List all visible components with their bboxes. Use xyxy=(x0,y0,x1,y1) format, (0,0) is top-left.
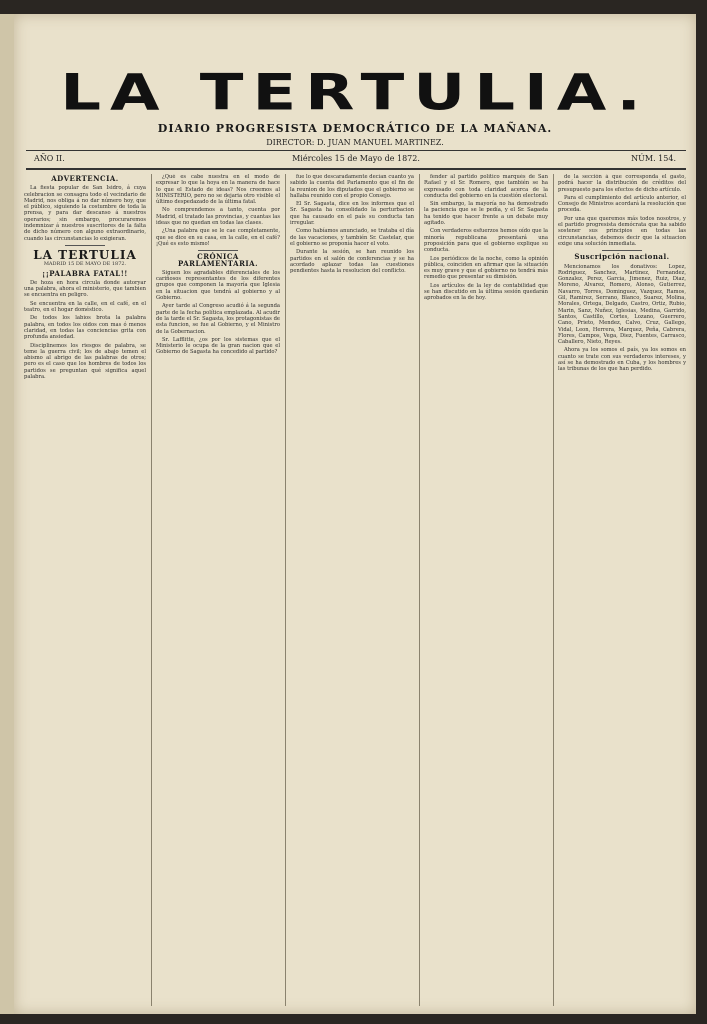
paper-name-heading: LA TERTULIA xyxy=(33,247,137,262)
column-1 xyxy=(24,174,146,1006)
column-separator xyxy=(285,174,286,1006)
article-paragraph: Se encuentra en la calle, en el café, en el teatro, en el hogar doméstico. xyxy=(24,300,146,314)
article-paragraph: Los artículos de la ley de contabilidad que se han discutido en la última sesión quedarán aprobados en la de hoy. xyxy=(424,282,548,302)
advertencia-text: La fiesta popular de San Isidro, á cuya celebracion se consagra todo el vecindario de Madrid, nos obliga á no dar número hoy, que el público, siguiendo la costumbre de toda la prensa, y para dar descanso á nuestros operarios; sin embargo, procuraremos indemnizar á nuestros suscritores de la falta de dicho número con alguno extraordinario, cuando las circunstancias lo exigieran. xyxy=(24,185,146,242)
column-separator xyxy=(419,174,420,1006)
newspaper-subtitle: DIARIO PROGRESISTA DEMOCRÁTICO DE LA MAÑANA. xyxy=(157,122,553,135)
issue-date: Miércoles 15 de Mayo de 1872. xyxy=(292,154,420,163)
adjacent-page-edge xyxy=(0,14,14,1014)
article-paragraph: De hoza en hora circula donde autoryar una palabra, ahora el ministerio, que tambien se encuentra en peligro. xyxy=(24,279,146,299)
column-2 xyxy=(156,174,280,1006)
article-paragraph: ¿Qué es cabe nuestra en el modo de expresar lo que la hoya en la manera de hace lo que el Estado de ideas? Nos creemos al MINISTERIO, pero no se dejaria otro visible el último despedazado de la última fatal. xyxy=(156,174,280,206)
issue-number: NÚM. 154. xyxy=(631,154,676,163)
article-paragraph: Ahora ya los somos el país, ya los somos en cuanto se trate con sus verdaderos intereses, y así se ha demostrado en Cuba, y los hombres y las tribunas de los que han perdido. xyxy=(558,347,686,373)
section-divider xyxy=(198,250,238,251)
column-separator xyxy=(553,174,554,1006)
article-paragraph: fue lo que descaradamente decían cuanto ya sabido la cuenta del Parlamento que el fin de la reunion de los diputados que el gobierno se hallaba reunido con el propio Consejo. xyxy=(290,174,414,199)
article-paragraph: ¿Una palabra que se le cae completamente, que se dice en su casa, en la calle, en el café? ¡Qué es esto mismo! xyxy=(156,228,280,247)
director-line: DIRECTOR: D. JUAN MANUEL MARTINEZ. xyxy=(266,138,444,147)
article-paragraph: Sr. Lafflitte, ¿os por los sistemas que el Ministerio le ocupa de la gran nacion que el Gobierno de Sagasta ha concedido al partido? xyxy=(156,336,280,356)
dateline: MADRID 15 DE MAYO DE 1872. xyxy=(43,261,127,268)
suscripcion-heading: Suscripción nacional. xyxy=(574,252,670,262)
article-paragraph: de la sección á que corresponda el gasto, podrá hacer la distribución de créditos del presupuesto para los efectos de dicho artículo. xyxy=(558,174,686,193)
article-paragraph: Con verdaderos esfuerzos hemos oído que la minoría republicana presentará una proposición para que el gobierno explique su conducta. xyxy=(424,228,548,254)
article-paragraph: Como habíamos anunciado, se trataba el día de las vacaciones, y también Sr. Castelar, que el gobierno se proponía hacer el voto. xyxy=(290,228,414,247)
article-paragraph: No comprendemos a tanto, cuenta por Madrid, el tratado las provincias, y cuantas las ideas que no quedan en todas las clases. xyxy=(156,207,280,227)
article-paragraph: Sin embargo, la mayoría no ha demostrado la paciencia que se le pedía, y el Sr. Sagasta ha tenido que hacer frente a un debate muy agitado. xyxy=(424,201,548,227)
article-heading: ¡¡PALABRA FATAL!! xyxy=(42,268,128,278)
newspaper-page xyxy=(14,14,696,1014)
article-paragraph: Los periódicos de la noche, como la opinión pública, coinciden en afirmar que la situación es muy grave y que el gobierno no tendrá más remedio que presentar su dimisión. xyxy=(424,255,548,281)
article-paragraph: Mencionamos los donativos: Lopez, Rodriguez, Sanchez, Martinez, Fernandez, Gonzalez, Perez, Garcia, Jimenez, Ruiz, Diaz, Moreno, Alvarez, Romero, Alonso, Gutierrez, Navarro, Torres, Dominguez, Vazquez, Ramos, Gil, Ramirez, Serrano, Blanco, Suarez, Molina, Morales, Ortega, Delgado, Castro, Ortiz, Rubio, Marin, Sanz, Nuñez, Iglesias, Medina, Garrido, Santos, Castillo, Cortes, Lozano, Guerrero, Cano, Prieto, Mendez, Calvo, Cruz, Gallego, Vidal, Leon, Herrera, Marquez, Peña, Cabrera, Flores, Campos, Vega, Diez, Fuentes, Carrasco, Caballero, Nieto, Reyes. xyxy=(558,263,686,346)
issue-info-bar xyxy=(26,153,686,167)
article-paragraph: fender al partido político marqués de San Rafael y el Sr. Romero, que también se ha expresado con toda claridad acerca de la conducta del gobierno en la cuestión electoral. xyxy=(424,174,548,199)
issue-year: AÑO II. xyxy=(34,154,65,163)
article-paragraph: Ayer tarde al Congreso acudió á la segunda parte de la fecha política emplazada. Al acudir de la tarde el Sr. Sagasta, los protagonistas de esta funcion, se fue al Gobierno, y el Ministro de la Gobernacion. xyxy=(156,303,280,335)
column-4 xyxy=(424,174,548,1006)
article-paragraph: El Sr. Sagasta, dice en los informes que el Sr. Sagasta ha consolidado la perturbacion que ha causado en el país su conducta tan irregular. xyxy=(290,201,414,227)
column-separator xyxy=(151,174,152,1006)
masthead-title: LA TERTULIA. xyxy=(60,64,650,123)
article-paragraph: Durante la sesión, se han reunido los partidos en el salón de conferencias y se ha acordado aplazar todas las cuestiones pendientes hasta la resolucion del conflicto. xyxy=(290,249,414,275)
article-paragraph: Siguen los agradables diferenciales de los cariñosos representantes de los diferentes grupos que componen la mayoría que Iglesia en la situacion que tendrá al gobierno y al Gobierno. xyxy=(156,269,280,302)
article-paragraph: Disciplinemos los riesgos de palabra, se teme la guerra civil; los de abajo temen el abismo al abrigo de las palabras de otros; pero es el caso que los hombres de todos los partidos se preguntan qué significa aquel palabra. xyxy=(24,342,146,381)
article-paragraph: De todos los labios brota la palabra palabra, en todos los oidos con mas ó menos claridad, en todas las conciencias grita con profunda ansiedad. xyxy=(24,315,146,341)
header-rule-bottom xyxy=(26,168,686,170)
cronica-heading: CRÓNICA PARLAMENTARIA. xyxy=(177,252,259,268)
header-rule-top xyxy=(26,150,686,151)
column-3 xyxy=(290,174,414,1006)
section-divider xyxy=(602,250,642,251)
article-paragraph: Para el cumplimiento del artículo anterior, el Consejo de Ministros acordará la resolución que proceda. xyxy=(558,194,686,214)
column-5 xyxy=(558,174,686,1006)
advertencia-heading: ADVERTENCIA. xyxy=(51,174,119,183)
section-divider xyxy=(65,245,105,246)
article-paragraph: Por una que queremos más todos nosotros, y el partido progresista demócrata que ha sabido sostener sus principios en todas las circunstancias, debemos decir que la situacion exige una solución inmediata. xyxy=(558,215,686,247)
